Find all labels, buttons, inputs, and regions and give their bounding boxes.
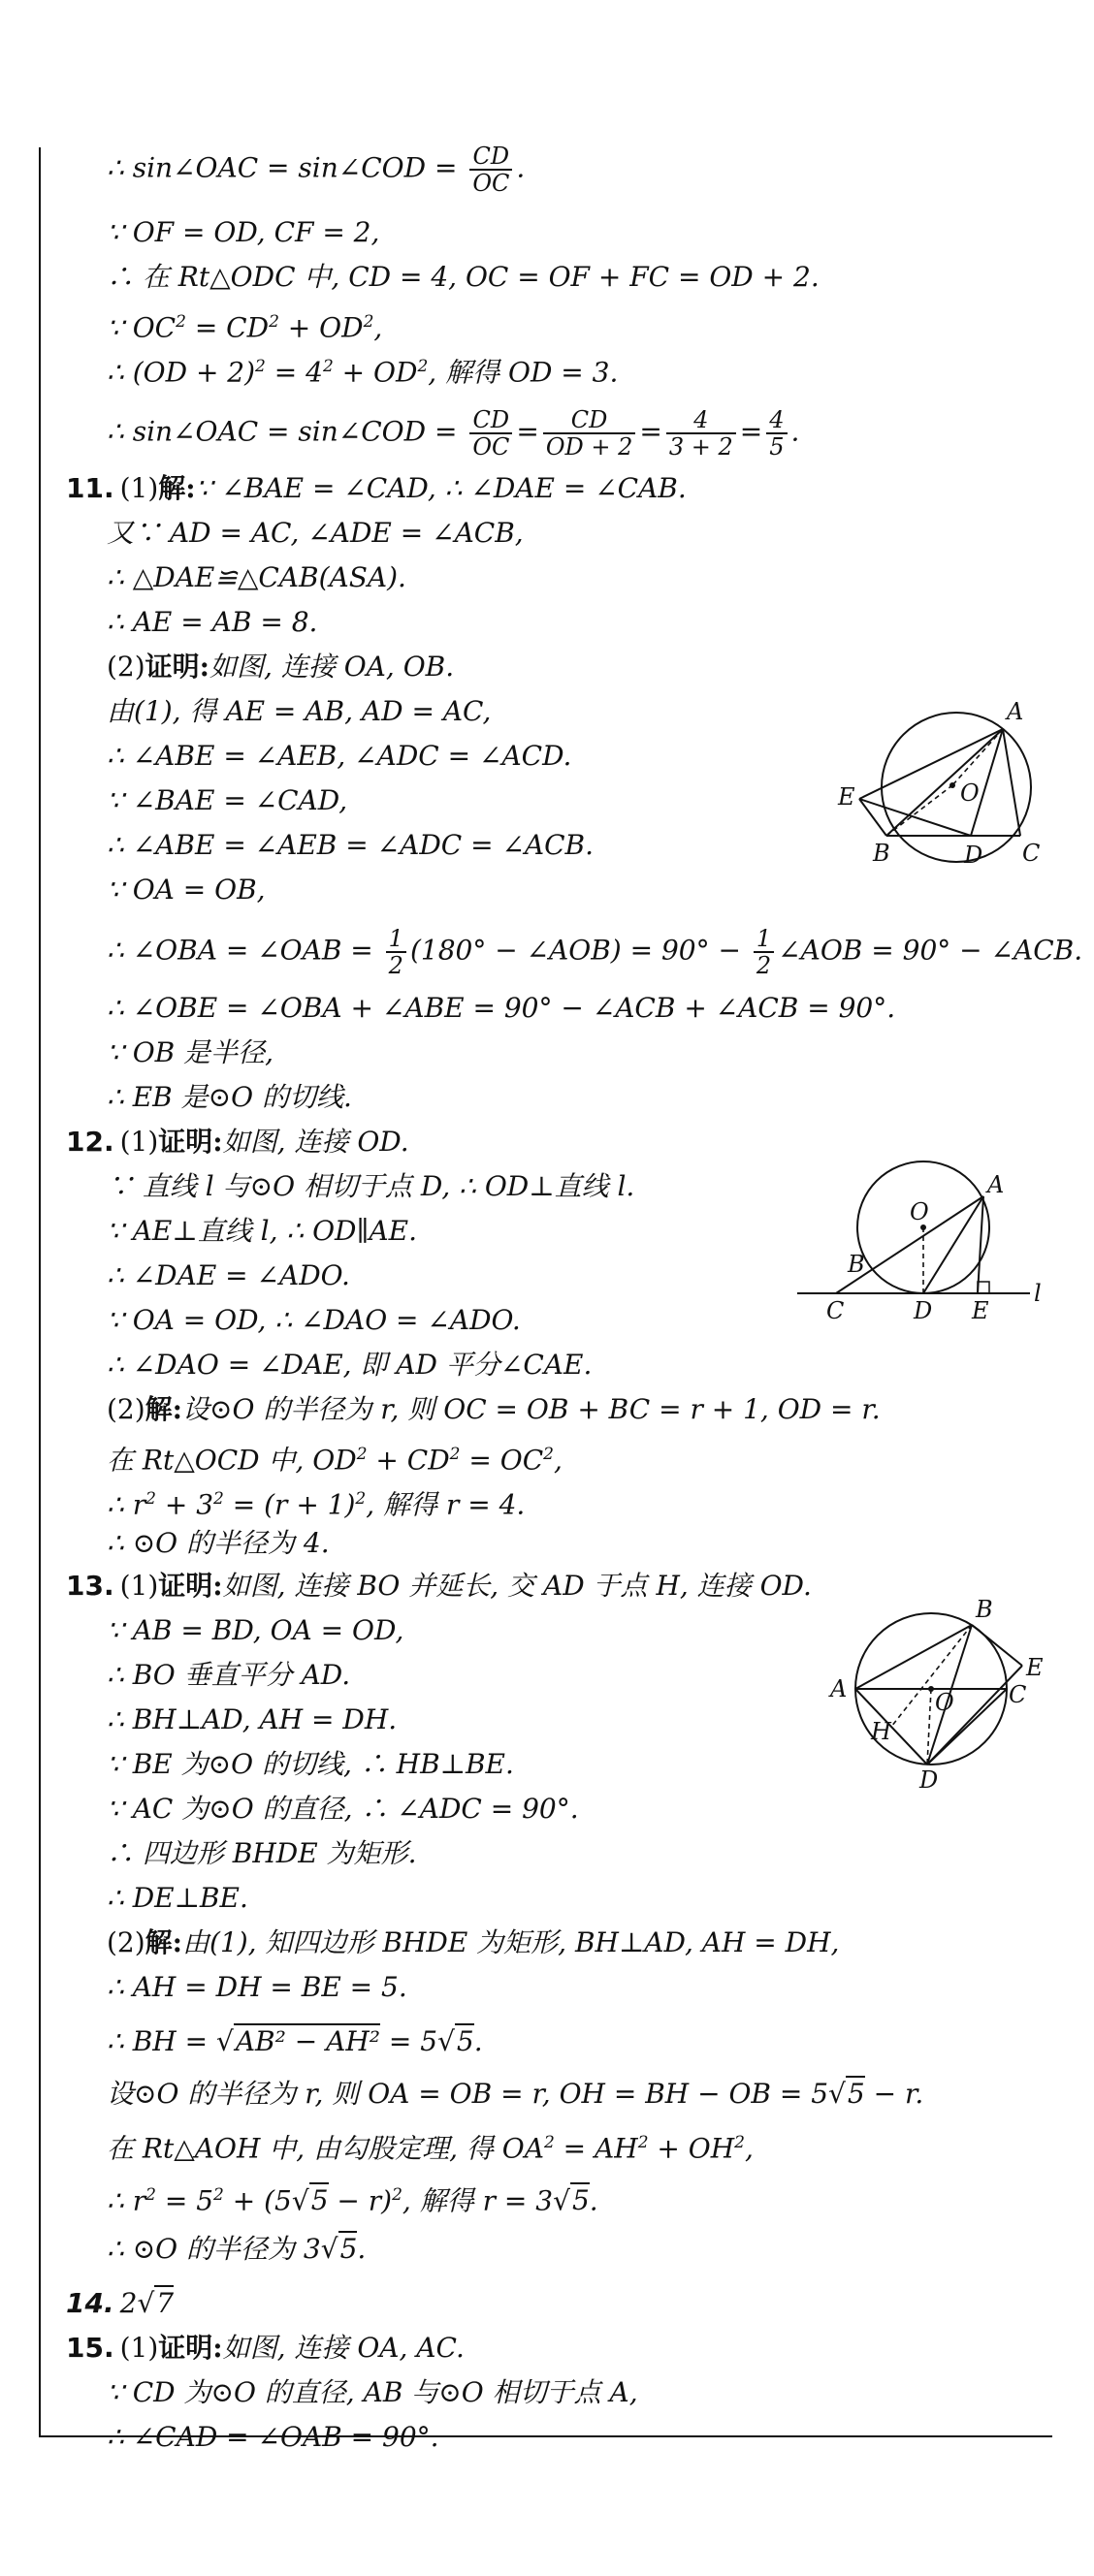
label-o: O <box>935 1689 954 1716</box>
text-line: ∵ OA = OB, <box>107 874 266 906</box>
question-14-answer: 14. 2√7 <box>66 2287 175 2319</box>
text-line: ∴ sin∠OAC = sin∠COD = $\frac{CD}{OC}$ . <box>107 143 526 197</box>
label-e: E <box>1026 1654 1044 1681</box>
text-line: ∴ ∠ABE = ∠AEB = ∠ADC = ∠ACB. <box>107 829 595 861</box>
text-line: ∴ ∠ABE = ∠AEB, ∠ADC = ∠ACD. <box>107 740 572 772</box>
text-line: ∴ 四边形 BHDE 为矩形. <box>107 1837 417 1869</box>
label-h: H <box>871 1718 891 1745</box>
question-11-part-1: 11. (1)解:∵ ∠BAE = ∠CAD, ∴ ∠DAE = ∠CAB. <box>66 472 687 504</box>
text-line: ∴ $r^2 = 5^2 + (5√5 - r)^2$, 解得 r = 3√5. <box>107 2184 598 2217</box>
text-line: ∴ AH = DH = BE = 5. <box>107 1971 407 2003</box>
label-c: C <box>1022 840 1041 867</box>
text-line: 由(1), 得 AE = AB, AD = AC, <box>107 695 492 727</box>
label-d: D <box>919 1766 939 1792</box>
label-d: D <box>964 842 983 869</box>
text-line: ∵ AE⊥直线 l, ∴ OD∥AE. <box>107 1215 417 1247</box>
label-o: O <box>910 1198 929 1225</box>
text-line: ∴ sin∠OAC = sin∠COD = $\frac{CD}{OC}$ = $\frac{CD}{OD + 2}$ = $\frac{4}{3 + 2}$ = $\frac{4}{5}$ . <box>107 406 800 461</box>
label-l: l <box>1034 1280 1042 1307</box>
label-c: C <box>1009 1681 1027 1708</box>
text-line: ∴ ∠CAD = ∠OAB = 90°. <box>107 2421 439 2453</box>
circle-o <box>882 713 1031 862</box>
figure-q13 <box>826 1598 1055 1792</box>
question-13-part-1: 13. (1)证明:如图, 连接 BO 并延长, 交 AD 于点 H, 连接 OD. <box>66 1570 812 1602</box>
text-line: ∵ BE 为⊙O 的切线, ∴ HB⊥BE. <box>107 1748 514 1780</box>
text-line: 在 Rt△AOH 中, 由勾股定理, 得 $OA^2 = AH^2 + OH^2$, <box>107 2132 754 2165</box>
label-a: A <box>1007 698 1024 725</box>
text-line: ∴ ∠OBE = ∠OBA + ∠ABE = 90° − ∠ACB + ∠ACB = 90°. <box>107 992 896 1024</box>
text-line: ∵ CD 为⊙O 的直径, AB 与⊙O 相切于点 A, <box>107 2376 638 2408</box>
text-line: ∴ DE⊥BE. <box>107 1882 248 1914</box>
text-line: ∵ OF = OD, CF = 2, <box>107 216 380 248</box>
text-line: ∵ AB = BD, OA = OD, <box>107 1614 404 1646</box>
text-line: ∴ ∠DAO = ∠DAE, 即 AD 平分∠CAE. <box>107 1349 593 1381</box>
label-b: B <box>976 1598 993 1623</box>
question-15-part-1: 15. (1)证明:如图, 连接 OA, AC. <box>66 2332 465 2364</box>
question-12-part-1: 12. (1)证明:如图, 连接 OD. <box>66 1126 409 1158</box>
label-d: D <box>914 1297 933 1324</box>
question-12-part-2: (2)解:设⊙O 的半径为 r, 则 OC = OB + BC = r + 1, OD = r. <box>107 1393 881 1425</box>
text-line: ∴ BH⊥AD, AH = DH. <box>107 1703 398 1735</box>
text-line: ∵ OB 是半径, <box>107 1036 274 1068</box>
text-line: 在 Rt△OCD 中, $OD^2 + CD^2 = OC^2$, <box>107 1444 563 1477</box>
label-e: E <box>838 783 855 811</box>
left-margin-rule <box>39 147 41 2435</box>
figure-q11 <box>830 690 1053 875</box>
label-a: A <box>830 1675 848 1702</box>
label-c: C <box>826 1297 845 1324</box>
text-line: ∴ $r^2 + 3^2 = (r + 1)^2$, 解得 r = 4. <box>107 1488 526 1521</box>
text-line: ∴ AE = AB = 8. <box>107 606 318 638</box>
question-11-part-2: (2)证明:如图, 连接 OA, OB. <box>107 651 455 683</box>
label-o: O <box>960 779 980 807</box>
text-line: ∵ OA = OD, ∴ ∠DAO = ∠ADO. <box>107 1304 521 1336</box>
text-line: ∵ $OC^2 = CD^2 + OD^2$, <box>107 311 383 344</box>
text-line: ∵ ∠BAE = ∠CAD, <box>107 784 348 816</box>
text-line: ∴ ⊙O 的半径为 3√5. <box>107 2233 367 2265</box>
text-line: ∵ 直线 l 与⊙O 相切于点 D, ∴ OD⊥直线 l. <box>107 1170 635 1202</box>
text-line: ∴ △DAE≌△CAB(ASA). <box>107 561 406 593</box>
text-line: ∴ BO 垂直平分 AD. <box>107 1659 351 1691</box>
text-line: ∴ EB 是⊙O 的切线. <box>107 1081 352 1113</box>
text-line: ∴ BH = √AB² − AH² = 5√5. <box>107 2025 483 2057</box>
label-a: A <box>987 1171 1005 1198</box>
figure-q12 <box>797 1160 1049 1328</box>
label-b: B <box>873 840 890 867</box>
text-line: ∴ 在 Rt△ODC 中, CD = 4, OC = OF + FC = OD + 2. <box>107 261 820 293</box>
text-line: 又∵ AD = AC, ∠ADE = ∠ACB, <box>107 517 524 549</box>
label-b: B <box>848 1251 865 1278</box>
text-line: 设⊙O 的半径为 r, 则 OA = OB = r, OH = BH − OB = 5√5 − r. <box>107 2078 924 2110</box>
text-line: ∴ $(OD + 2)^2 = 4^2 + OD^2$, 解得 OD = 3. <box>107 356 619 389</box>
question-13-part-2: (2)解:由(1), 知四边形 BHDE 为矩形, BH⊥AD, AH = DH, <box>107 1926 840 1958</box>
text-line: ∴ ∠OBA = ∠OAB = $\frac{1}{2}$ (180° − ∠AOB) = 90° − $\frac{1}{2}$ ∠AOB = 90° − ∠ACB. <box>107 925 1083 979</box>
text-line: ∴ ∠DAE = ∠ADO. <box>107 1259 350 1291</box>
label-e: E <box>972 1297 989 1324</box>
text-line: ∵ AC 为⊙O 的直径, ∴ ∠ADC = 90°. <box>107 1793 579 1825</box>
text-line: ∴ ⊙O 的半径为 4. <box>107 1527 330 1559</box>
